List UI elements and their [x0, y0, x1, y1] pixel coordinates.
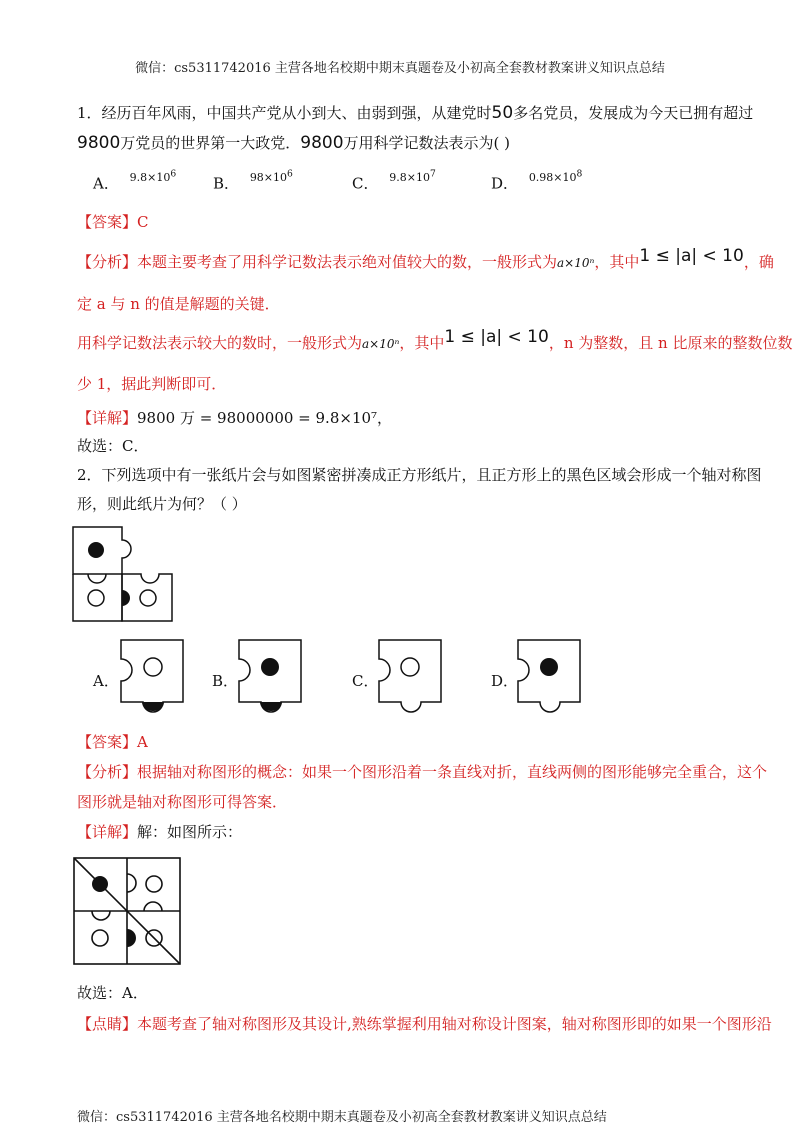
- option-exp: 8: [576, 168, 583, 179]
- page-footer: 微信：cs5311742016 主营各地名校期中期末真题卷及小初高全套教材教案讲义知识点总结: [77, 1110, 607, 1125]
- hollow-circle: [140, 590, 156, 606]
- option-base: 9.8×10: [129, 170, 171, 184]
- black-circle: [261, 658, 279, 676]
- comment-tag: 【点睛】: [77, 1015, 138, 1033]
- formula: a×10ⁿ: [362, 337, 400, 351]
- answer-value: A: [137, 733, 148, 751]
- detail-text: 9800 万 = 98000000 = 9.8×10⁷，: [137, 409, 393, 427]
- detail-tag: 【详解】: [77, 823, 138, 841]
- q1-option-b: [213, 168, 293, 194]
- q1-detail: [77, 408, 392, 428]
- q2-option-b-figure: [236, 637, 306, 712]
- q1-line-2: [77, 133, 510, 153]
- analysis-text: ，其中: [594, 253, 640, 271]
- answer-tag: 【答案】: [77, 213, 138, 231]
- q1-text-c: 万党员的世界第一大政党．: [120, 134, 301, 152]
- q2-option-b-label: B．: [212, 672, 239, 690]
- q2-option-d-figure: [515, 637, 585, 712]
- hollow-circle: [146, 876, 162, 892]
- piece-outline: [73, 574, 122, 621]
- q2-answer: [77, 732, 148, 752]
- analysis-text: ，确: [743, 253, 774, 271]
- option-exp: 7: [429, 168, 436, 179]
- notch: [144, 902, 162, 911]
- detail-text: 解：如图所示：: [137, 823, 243, 841]
- option-value: [389, 168, 436, 184]
- q2-choose: 故选：A．: [77, 984, 148, 1002]
- option-exp: 6: [170, 168, 177, 179]
- black-half-circle: [122, 590, 130, 606]
- formula: a×10ⁿ: [557, 256, 595, 270]
- analysis-text: 本题主要考查了用科学记数法表示绝对值较大的数，一般形式为: [137, 253, 558, 271]
- q2-option-c-figure: [376, 637, 446, 712]
- q2-comment: [77, 1014, 772, 1034]
- notch: [92, 911, 110, 920]
- detail-tag: 【详解】: [77, 409, 138, 427]
- q1-analysis-line-1: [77, 246, 774, 273]
- q1-line-1: [77, 103, 753, 123]
- notch: [127, 874, 136, 892]
- q1-analysis-line-4: 少 1，据此判断即可．: [77, 375, 227, 393]
- option-base: 0.98×10: [528, 170, 577, 184]
- q1-analysis-line-2: 定 a 与 n 的值是解题的关键．: [77, 295, 280, 313]
- analysis-tag: 【分析】: [77, 253, 138, 271]
- q2-option-d-label: D．: [491, 672, 519, 690]
- q2-solution-figure: [72, 856, 184, 968]
- hollow-circle: [88, 590, 104, 606]
- answer-value: C: [137, 213, 149, 231]
- black-circle: [88, 542, 104, 558]
- q1-choose: 故选：C．: [77, 437, 149, 455]
- analysis-text: 用科学记数法表示较大的数时，一般形式为: [77, 334, 363, 352]
- analysis-text: 根据轴对称图形的概念：如果一个图形沿着一条直线对折，直线两侧的图形能够完全重合，这个: [137, 763, 768, 781]
- comment-text: 本题考查了轴对称图形及其设计,熟练掌握利用轴对称设计图案，轴对称图形即的如果一个图形沿: [137, 1015, 772, 1033]
- analysis-text: ，其中: [399, 334, 445, 352]
- analysis-tag: 【分析】: [77, 763, 138, 781]
- answer-tag: 【答案】: [77, 733, 138, 751]
- option-base: 98×10: [249, 170, 288, 184]
- black-circle: [92, 876, 108, 892]
- q1-answer: [77, 212, 149, 232]
- q1-number-9800-b: 9800: [300, 133, 344, 153]
- q1-text-d: 万用科学记数法表示为( ): [343, 134, 511, 152]
- option-letter: C．: [352, 174, 379, 193]
- black-circle: [540, 658, 558, 676]
- q2-analysis-line-2: 图形就是轴对称图形可得答案．: [77, 793, 288, 811]
- q2-option-a-figure: [118, 637, 188, 712]
- option-value: [249, 168, 293, 184]
- option-value: [528, 168, 583, 184]
- hollow-circle: [92, 930, 108, 946]
- black-half-circle: [127, 929, 136, 947]
- range-formula: 1 ≤ |a| < 10: [444, 327, 549, 347]
- q1-text-b: 多名党员，发展成为今天已拥有超过: [513, 104, 754, 122]
- q1-number-50: 50: [491, 103, 514, 123]
- q2-option-a-label: A．: [93, 672, 119, 690]
- q2-line-1: 2．下列选项中有一张纸片会与如图紧密拼凑成正方形纸片，且正方形上的黑色区域会形成一个轴对称图: [77, 466, 762, 484]
- option-base: 9.8×10: [389, 170, 430, 184]
- option-value: [129, 168, 177, 184]
- q1-option-c: [352, 168, 436, 194]
- q2-analysis-line-1: [77, 762, 767, 782]
- option-letter: A．: [93, 174, 119, 193]
- hollow-circle: [401, 658, 419, 676]
- q2-puzzle-figure: [70, 524, 190, 624]
- q1-option-d: [491, 168, 582, 194]
- page-header: 微信：cs5311742016 主营各地名校期中期末真题卷及小初高全套教材教案讲义知识点总结: [135, 61, 665, 76]
- black-half-circle: [142, 702, 164, 711]
- option-exp: 6: [287, 168, 293, 179]
- analysis-text: ，n 为整数，且 n 比原来的整数位数: [548, 334, 793, 352]
- black-half-circle: [260, 702, 282, 711]
- q2-line-2: 形，则此纸片为何？（ ）: [77, 495, 247, 513]
- range-formula: 1 ≤ |a| < 10: [639, 246, 744, 266]
- notch: [88, 574, 106, 583]
- hollow-circle: [144, 658, 162, 676]
- q1-text-a: 1．经历百年风雨，中国共产党从小到大、由弱到强，从建党时: [77, 104, 492, 122]
- q2-detail: [77, 822, 242, 842]
- option-letter: D．: [491, 174, 519, 193]
- q1-number-9800: 9800: [77, 133, 121, 153]
- q1-analysis-line-3: [77, 327, 793, 354]
- q2-option-c-label: C．: [352, 672, 379, 690]
- q1-option-a: [93, 168, 176, 194]
- option-letter: B．: [213, 174, 240, 193]
